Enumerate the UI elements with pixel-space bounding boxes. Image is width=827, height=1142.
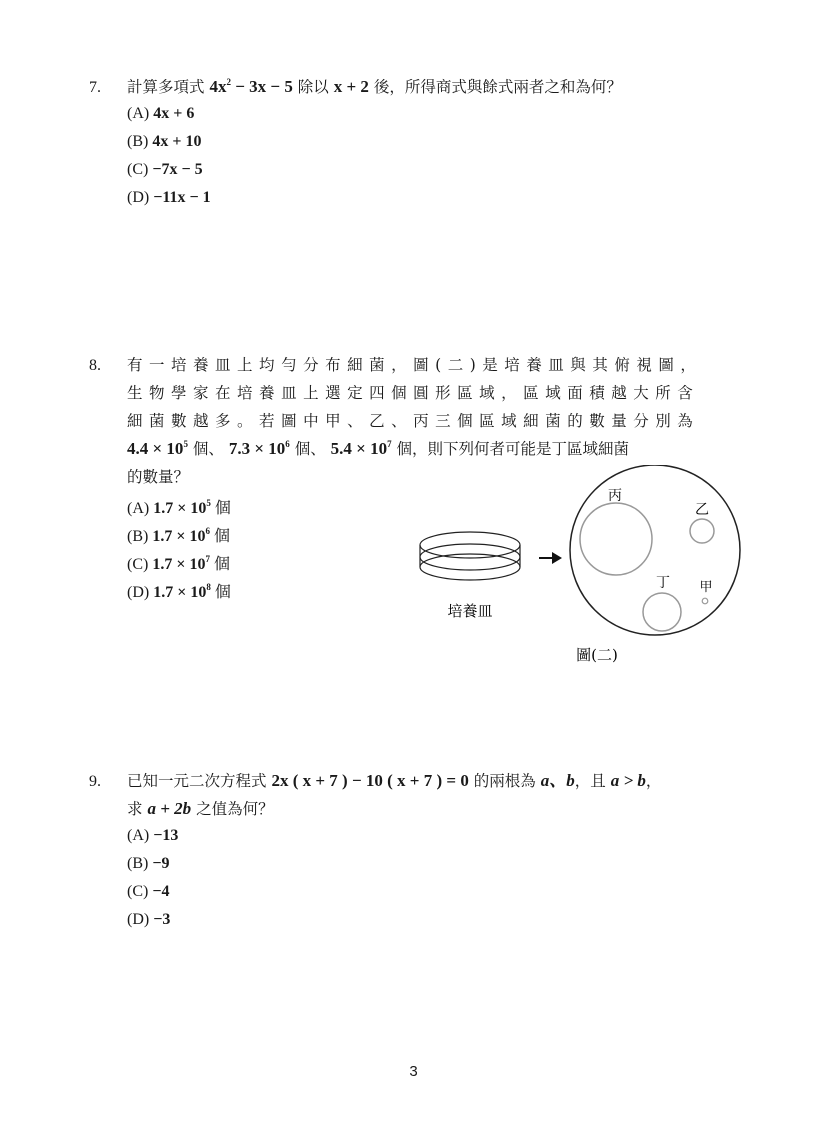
polynomial: $4x^2 - 3x - 5$ [209,77,293,96]
stem-line-3: 細菌數越多。若圖中甲、乙、丙三個區域細菌的數量分別為 [127,412,700,430]
option-d[interactable]: (D) −11x − 1 [127,189,211,206]
dish-label: 培養皿 [447,602,493,620]
arrow-right-icon [539,552,562,564]
region-ding [643,593,681,631]
stem-text: 後，所得商式與餘式兩者之和為何？ [373,78,622,96]
stem-line-5: 的數量？ [127,468,190,486]
stem-text: 計算多項式 [127,78,205,96]
stem-line-4: $4.4 \times 10^5$ 個、 $7.3 \times 10^6$ 個、 $5.4 \times 10^7$ 個，則下列何者可能是丁區域細菌 [127,439,630,458]
stem-line-2: 求 a + 2b 之值為何？ [127,799,274,818]
count-bing: $5.4 \times 10^7$ [330,439,392,458]
stem-line-2: 生物學家在培養皿上選定四個圓形區域，區域面積越大所含 [127,384,700,402]
question-number: 9. [89,773,101,790]
option-c[interactable]: (C) $1.7 \times 10^7$ 個 [127,554,230,573]
option-c[interactable]: (C) −7x − 5 [127,161,203,178]
region-jia [702,598,708,604]
question-number: 7. [89,79,101,96]
page-number: 3 [409,1063,418,1080]
count-yi: $7.3 \times 10^6$ [228,439,290,458]
petri-dish-side-view [420,532,520,580]
figure-caption: 圖(二) [576,646,618,664]
stem-line-1: 有一培養皿上均勻分布細菌，圖(二)是培養皿與其俯視圖， [127,356,703,374]
label-jia: 甲 [699,580,713,595]
region-yi [690,519,714,543]
option-d[interactable]: (D) $1.7 \times 10^8$ 個 [127,582,231,601]
roots: a、b [540,771,575,790]
stem-line-1: 已知一元二次方程式 2x ( x + 7 ) − 10 ( x + 7 ) = 0 的兩根為 a、b，且 a > b， [127,771,662,790]
question-number: 8. [89,357,101,374]
question-stem [127,77,622,97]
expression: a + 2b [147,799,192,818]
dish-top-view [570,465,740,635]
equation: 2x ( x + 7 ) − 10 ( x + 7 ) = 0 [271,771,469,790]
option-a[interactable]: (A) 4x + 6 [127,105,195,122]
condition: a > b [610,771,646,790]
option-a[interactable]: (A) $1.7 \times 10^5$ 個 [127,498,231,517]
region-bing [580,503,652,575]
option-b[interactable]: (B) $1.7 \times 10^6$ 個 [127,526,230,545]
label-yi: 乙 [695,502,709,518]
stem-text: 除以 [297,78,329,96]
option-c[interactable]: (C) −4 [127,883,170,900]
option-b[interactable]: (B) −9 [127,855,170,872]
option-d[interactable]: (D) −3 [127,911,171,928]
label-bing: 丙 [608,488,622,504]
option-a[interactable]: (A) −13 [127,827,179,844]
option-b[interactable]: (B) 4x + 10 [127,133,202,150]
count-jia: $4.4 \times 10^5$ [127,439,188,458]
label-ding: 丁 [656,575,670,591]
divisor: x + 2 [333,77,369,96]
figure-2 [400,465,760,675]
